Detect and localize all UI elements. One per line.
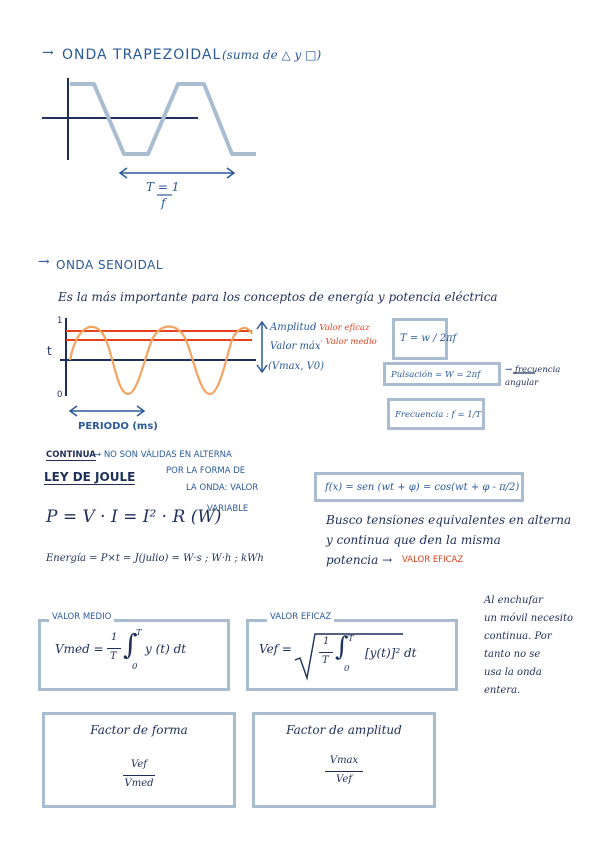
vmed-integral: ∫ [123, 628, 138, 661]
valor-medio-box [38, 612, 230, 691]
function-formula-box [314, 472, 524, 502]
side-note-line5: usa la onda [484, 667, 542, 678]
vmed-frac-num: 1 [111, 632, 118, 643]
valor-eficaz-legend: · Valor eficaz [314, 323, 370, 333]
senoidal-intro: Es la más importante para los conceptos de energía y potencia eléctrica [58, 290, 498, 304]
busco-valor-eficaz: VALOR EFICAZ [402, 555, 464, 565]
trapezoidal-subtitle: (suma de △ y □) [222, 48, 322, 62]
vmed-integrand: y (t) dt [145, 642, 187, 656]
vef-frac-bar [319, 652, 333, 653]
sine-y-tick-zero: 0 [57, 390, 63, 400]
vef-frac-num: 1 [323, 636, 330, 647]
factor-amplitud-title: Factor de amplitud [286, 723, 402, 737]
valor-eficaz-label: VALOR EFICAZ [267, 612, 334, 622]
valor-medio-legend: · Valor medio [320, 337, 377, 347]
pulsacion-formula: Pulsación = W = 2πf [391, 370, 481, 380]
valor-medio-label: VALOR MEDIO [49, 612, 114, 622]
vmax-vo-label: (Vmax, V0) [268, 361, 325, 372]
factor-forma-box [42, 712, 236, 808]
vef-int-lower: 0 [344, 664, 350, 674]
variable-label: VARIABLE [207, 504, 249, 514]
vmed-lhs: Vmed = [55, 642, 104, 656]
trapezoidal-period-top: T = 1 [146, 180, 180, 194]
potencia-formula: P = V · I = I² · R (W) [46, 507, 222, 527]
vmed-int-upper: T [136, 628, 142, 638]
factor-forma-den: Vmed [124, 778, 154, 789]
factor-amplitud-box [252, 712, 436, 808]
busco-line3: potencia → [326, 553, 393, 567]
trapezoidal-title: ONDA TRAPEZOIDAL [62, 47, 222, 63]
vef-lhs: Vef = [259, 642, 292, 656]
vef-integrand: [y(t)]² dt [365, 646, 417, 660]
side-note [484, 592, 573, 700]
valor-eficaz-box [246, 612, 458, 691]
factor-amplitud-num: Vmax [329, 755, 359, 766]
no-validas-label: → NO SON VÁLIDAS EN ALTERNA [94, 450, 232, 460]
side-note-line4: tanto no se [484, 649, 541, 660]
trapezoidal-arrow: → [42, 45, 54, 61]
sine-wave-graph [0, 0, 600, 420]
amplitud-label: Amplitud [270, 322, 317, 333]
frecuencia-angular-label: → frecuencia angular [505, 365, 561, 388]
side-note-line3: continua. Por [484, 631, 552, 642]
factor-forma-num: Vef [131, 759, 147, 770]
periodo-label: PERIODO (ms) [78, 421, 158, 432]
vef-integral: ∫ [335, 632, 349, 662]
la-onda-label: LA ONDA: VALOR [186, 483, 259, 493]
trapezoidal-period-bottom: f [161, 196, 166, 210]
factor-forma-title: Factor de forma [90, 723, 188, 737]
continua-label: CONTINUA [46, 450, 96, 460]
energia-formula: Energía = P×t = J(julio) = W·s ; W·h ; kWh [46, 553, 264, 564]
busco-line2: y continua que den la misma [326, 533, 501, 547]
por-forma-label: POR LA FORMA DE [166, 466, 246, 476]
side-note-line6: entera. [484, 685, 521, 696]
senoidal-title: ONDA SENOIDAL [56, 258, 164, 272]
busco-line1: Busco tensiones equivalentes en alterna [326, 513, 572, 527]
sine-y-tick-top: 1 [57, 316, 63, 326]
vmed-frac-bar [107, 648, 121, 649]
valor-max-label: Valor máx [270, 341, 321, 352]
side-note-line2: un móvil necesito [484, 613, 574, 624]
sine-y-axis-label: t [47, 344, 52, 358]
frecuencia-box [387, 398, 485, 430]
frecuencia-formula: Frecuencia : f = 1/T [395, 410, 482, 420]
vmed-int-lower: 0 [132, 662, 138, 672]
ley-joule-title: LEY DE JOULE [44, 470, 136, 484]
senoidal-arrow: → [38, 254, 50, 270]
function-formula: f(x) = sen (wt + φ) = cos(wt + φ - π/2) [325, 482, 520, 493]
vef-frac-den: T [322, 655, 329, 666]
factor-forma-bar [123, 775, 155, 776]
period-formula: T = w / 2πf [400, 333, 457, 344]
vmed-frac-den: T [110, 651, 117, 662]
period-formula-box [392, 318, 457, 360]
factor-amplitud-bar [325, 771, 363, 772]
pulsacion-box [383, 362, 501, 386]
side-note-line1: Al enchufar [484, 595, 543, 606]
vef-int-upper: T [348, 634, 354, 644]
factor-amplitud-den: Vef [336, 774, 352, 785]
